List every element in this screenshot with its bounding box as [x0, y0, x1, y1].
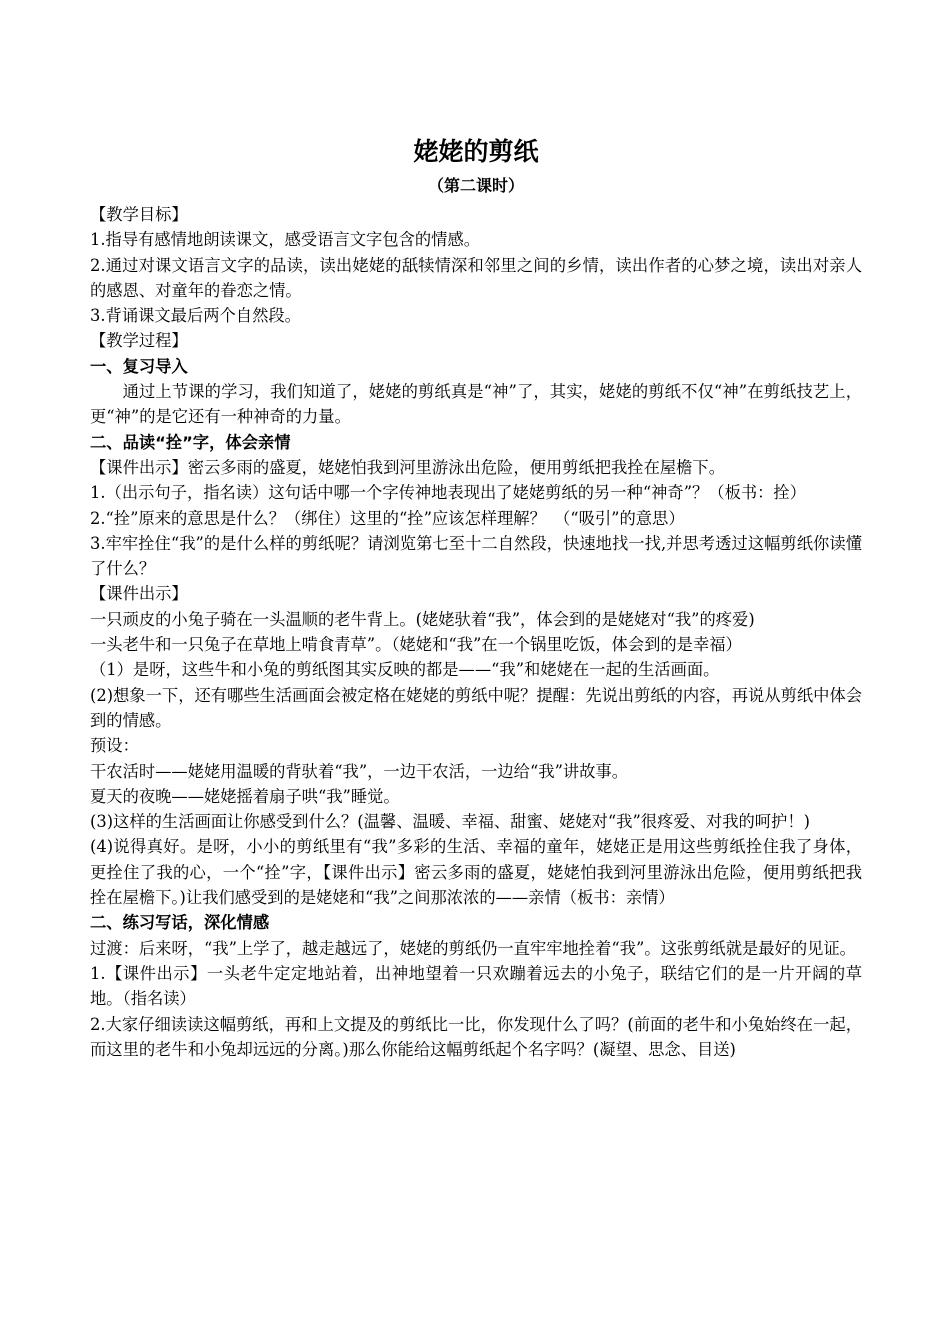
- paragraph: 2.“拴”原来的意思是什么？（绑住）这里的“拴”应该怎样理解？ （“吸引”的意思）: [90, 508, 685, 528]
- paragraph: (4)说得真好。是呀，小小的剪纸里有“我”多彩的生活、幸福的童年，姥姥正是用这些剪纸拴住我了身体，更拴住了我的心，一个“拴”字，【课件出示】密云多雨的盛夏，姥姥怕我到河里游泳出危险，便用剪纸把我拴在屋檐下。)让我们感受到的是姥姥和“我”之间那浓浓的——亲情（板书：亲情）: [90, 837, 862, 908]
- document-title: 姥姥的剪纸: [413, 137, 539, 166]
- paragraph: 一只顽皮的小兔子骑在一头温顺的老牛背上。(姥姥驮着“我”，体会到的是姥姥对“我”的疼爱): [90, 609, 755, 629]
- paragraph: 【教学目标】: [90, 205, 188, 224]
- paragraph: （1）是呀，这些牛和小兔的剪纸图其实反映的都是——“我”和姥姥在一起的生活画面。: [90, 660, 720, 680]
- paragraph: 干农活时——姥姥用温暖的背驮着“我”，一边干农活，一边给“我”讲故事。: [90, 761, 629, 781]
- paragraph: 3.牢牢拴住“我”的是什么样的剪纸呢？请浏览第七至十二自然段，快速地找一找,并思考透过这幅剪纸你读懂了什么？: [90, 533, 862, 579]
- paragraph: 过渡：后来呀，“我”上学了，越走越远了，姥姥的剪纸仍一直牢牢地拴着“我”。这张剪纸就是最好的见证。: [90, 938, 856, 958]
- paragraph: 3.背诵课文最后两个自然段。: [90, 306, 301, 326]
- paragraph: 预设：: [90, 736, 139, 756]
- paragraph: 【教学过程】: [90, 331, 188, 351]
- paragraph: 1.（出示句子，指名读）这句话中哪一个字传神地表现出了姥姥剪纸的另一种“神奇”？（板书：拴）: [90, 483, 806, 503]
- document-body: [90, 202, 862, 1062]
- section-heading: 一、复习导入: [90, 356, 188, 376]
- paragraph: 2.通过对课文语言文字的品读，读出姥姥的舐犊情深和邻里之间的乡情，读出作者的心梦之境，读出对亲人的感恩、对童年的眷恋之情。: [90, 255, 862, 300]
- paragraph: 2.大家仔细读读这幅剪纸，再和上文提及的剪纸比一比，你发现什么了吗？(前面的老牛和小兔始终在一起，而这里的老牛和小兔却远远的分离。)那么你能给这幅剪纸起个名字吗？(凝望、思念、目送): [90, 1014, 862, 1059]
- paragraph: 【课件出示】: [90, 584, 188, 604]
- document-subtitle: （第二课时）: [427, 176, 524, 195]
- paragraph: 1.【课件出示】一头老牛定定地站着，出神地望着一只欢蹦着远去的小兔子，联结它们的是一片开阔的草地。（指名读）: [90, 963, 862, 1009]
- paragraph: (3)这样的生活画面让你感受到什么？(温馨、温暖、幸福、甜蜜、姥姥对“我”很疼爱、对我的呵护！): [90, 812, 810, 832]
- paragraph: 1.指导有感情地朗读课文，感受语言文字包含的情感。: [90, 230, 481, 250]
- paragraph: (2)想象一下，还有哪些生活画面会被定格在姥姥的剪纸中呢？提醒：先说出剪纸的内容，再说从剪纸中体会到的情感。: [90, 685, 863, 730]
- document-page: [90, 132, 862, 1062]
- paragraph: 【课件出示】密云多雨的盛夏，姥姥怕我到河里游泳出危险，便用剪纸把我拴在屋檐下。: [90, 457, 725, 477]
- paragraph: 夏天的夜晚——姥姥摇着扇子哄“我”睡觉。: [90, 786, 400, 806]
- paragraph: 一头老牛和一只兔子在草地上啃食青草”。（姥姥和“我”在一个锅里吃饭，体会到的是幸福）: [90, 635, 742, 655]
- section-heading: 二、练习写话，深化情感: [90, 913, 270, 933]
- paragraph: 通过上节课的学习，我们知道了，姥姥的剪纸真是“神”了，其实，姥姥的剪纸不仅“神”在剪纸技艺上，更“神”的是它还有一种神奇的力量。: [90, 382, 862, 427]
- section-heading: 二、品读“拴”字，体会亲情: [90, 432, 291, 452]
